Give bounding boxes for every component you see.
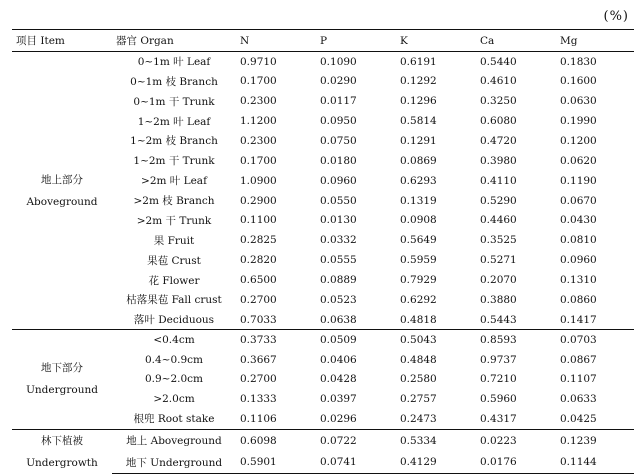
value-cell-n: 0.1100: [240, 214, 277, 227]
value-cell-p: 0.0550: [320, 194, 357, 207]
value-cell-ca: 0.4460: [480, 214, 517, 227]
value-cell-k: 0.0908: [400, 214, 437, 227]
col-header-k: K: [396, 30, 476, 52]
value-cell-p: 0.0509: [316, 330, 396, 350]
value-cell-mg: 0.1310: [560, 274, 597, 287]
value-cell-ca: 0.2070: [480, 274, 517, 287]
value-cell-k: 0.5814: [400, 115, 437, 128]
value-cell-mg: 0.1200: [560, 134, 597, 147]
value-cell-mg: 0.0430: [560, 214, 597, 227]
value-cell-ca: 0.4110: [480, 174, 517, 187]
value-cell-mg: 0.1830: [560, 55, 597, 68]
table-row: [12, 330, 634, 350]
col-header-p: P: [316, 30, 396, 52]
value-cell-k: 0.4818: [400, 313, 437, 326]
header-row: [12, 30, 634, 52]
value-cell-n: 0.9710: [240, 55, 277, 68]
value-cell-mg: 0.0425: [560, 412, 597, 425]
value-cell-ca: 0.4720: [480, 134, 517, 147]
value-cell-p: 0.0180: [320, 154, 357, 167]
group-label-en: Aboveground: [26, 195, 98, 208]
value-cell-n: 0.6098: [236, 429, 316, 451]
organ-cell: 0~1m 干 Trunk: [133, 95, 215, 108]
value-cell-p: 0.0397: [320, 393, 357, 406]
group-label-cn: 地上部分: [41, 173, 83, 186]
table-row: [12, 429, 634, 451]
nutrient-table: [12, 29, 634, 474]
value-cell-mg: 0.0867: [560, 353, 597, 366]
value-cell-ca: 0.6080: [480, 115, 517, 128]
table-group: [12, 52, 634, 330]
value-cell-ca: 0.4610: [480, 75, 517, 88]
value-cell-k: 0.6293: [400, 174, 437, 187]
value-cell-n: 0.2820: [240, 254, 277, 267]
value-cell-n: 0.5901: [236, 451, 316, 473]
value-cell-k: 0.1296: [400, 95, 437, 108]
value-cell-n: 1.1200: [240, 115, 277, 128]
value-cell-ca: 0.8593: [476, 330, 556, 350]
organ-cell: 0~1m 枝 Branch: [130, 75, 218, 88]
value-cell-p: 0.0889: [320, 274, 357, 287]
value-cell-mg: 0.0633: [560, 393, 597, 406]
value-cell-mg: 0.0960: [560, 254, 597, 267]
value-cell-n: 1.0900: [240, 174, 277, 187]
value-cell-k: 0.0869: [400, 154, 437, 167]
organ-cell: 0.9~2.0cm: [144, 373, 204, 386]
col-header-organ: 器官 Organ: [112, 30, 236, 52]
organ-cell: >2m 枝 Branch: [133, 195, 215, 208]
value-cell-ca: 0.5960: [480, 393, 517, 406]
value-cell-p: 0.0117: [320, 95, 357, 108]
value-cell-mg: 0.1107: [560, 373, 597, 386]
group-label-cn: 地下部分: [41, 362, 83, 375]
value-cell-k: 0.2473: [400, 412, 437, 425]
organ-cell: 1~2m 干 Trunk: [133, 155, 215, 168]
value-cell-ca: 0.5440: [480, 55, 517, 68]
table-row: [12, 52, 634, 72]
table-group: [12, 429, 634, 474]
organ-cell: 果 Fruit: [153, 234, 195, 247]
col-header-item: 项目 Item: [12, 30, 112, 52]
col-header-ca: Ca: [476, 30, 556, 52]
value-cell-k: 0.4848: [400, 353, 437, 366]
organ-cell: 根兜 Root stake: [133, 413, 215, 426]
organ-cell: 1~2m 叶 Leaf: [137, 115, 211, 128]
value-cell-p: 0.0428: [320, 373, 357, 386]
group-label: [12, 429, 112, 474]
value-cell-n: 0.1700: [240, 154, 277, 167]
group-label: [12, 52, 112, 330]
value-cell-ca: 0.5290: [480, 194, 517, 207]
value-cell-mg: 0.1144: [556, 451, 634, 473]
value-cell-ca: 0.5271: [480, 254, 517, 267]
group-label-en: Undergrowth: [26, 456, 98, 469]
value-cell-mg: 0.1600: [560, 75, 597, 88]
value-cell-n: 0.3733: [236, 330, 316, 350]
value-cell-n: 0.1106: [240, 412, 277, 425]
value-cell-k: 0.2757: [400, 393, 437, 406]
value-cell-ca: 0.3980: [480, 154, 517, 167]
value-cell-mg: 0.0630: [560, 95, 597, 108]
value-cell-p: 0.0638: [320, 313, 357, 326]
value-cell-n: 0.7033: [240, 313, 277, 326]
unit-label: (%): [603, 9, 629, 24]
value-cell-ca: 0.4317: [480, 412, 517, 425]
value-cell-mg: 0.0860: [560, 293, 597, 306]
organ-cell: 花 Flower: [148, 274, 200, 287]
value-cell-ca: 0.5443: [480, 313, 517, 326]
value-cell-p: 0.0296: [320, 412, 357, 425]
value-cell-k: 0.1292: [400, 75, 437, 88]
value-cell-n: 0.1700: [240, 75, 277, 88]
value-cell-ca: 0.3880: [480, 293, 517, 306]
table-group: [12, 330, 634, 429]
value-cell-mg: 0.1990: [560, 115, 597, 128]
value-cell-ca: 0.0223: [476, 429, 556, 451]
value-cell-mg: 0.0620: [560, 154, 597, 167]
value-cell-k: 0.6191: [400, 55, 437, 68]
organ-cell: 1~2m 枝 Branch: [130, 135, 218, 148]
value-cell-p: 0.0523: [320, 293, 357, 306]
value-cell-p: 0.0332: [320, 234, 357, 247]
organ-cell: >2.0cm: [153, 393, 195, 406]
organ-cell: 果苞 Crust: [147, 254, 201, 267]
value-cell-n: 0.2900: [240, 194, 277, 207]
value-cell-k: 0.2580: [400, 373, 437, 386]
value-cell-k: 0.5043: [396, 330, 476, 350]
value-cell-p: 0.0960: [320, 174, 357, 187]
value-cell-n: 0.2700: [240, 293, 277, 306]
value-cell-k: 0.5649: [400, 234, 437, 247]
organ-cell: 0.4~0.9cm: [144, 353, 204, 366]
value-cell-mg: 0.1417: [560, 313, 597, 326]
organ-cell: >2m 干 Trunk: [136, 214, 212, 227]
value-cell-mg: 0.0810: [560, 234, 597, 247]
value-cell-k: 0.1319: [400, 194, 437, 207]
value-cell-n: 0.3667: [240, 353, 277, 366]
value-cell-p: 0.0406: [320, 353, 357, 366]
value-cell-n: 0.1333: [240, 393, 277, 406]
group-label-cn: 林下植被: [41, 434, 83, 447]
value-cell-n: 0.6500: [240, 274, 277, 287]
value-cell-mg: 0.1190: [560, 174, 597, 187]
value-cell-mg: 0.0670: [560, 194, 597, 207]
value-cell-p: 0.0555: [320, 254, 357, 267]
value-cell-p: 0.0130: [320, 214, 357, 227]
value-cell-p: 0.1090: [320, 55, 357, 68]
organ-cell: 落叶 Deciduous: [133, 314, 215, 327]
organ-cell: 枯落果苞 Fall crust: [126, 294, 222, 307]
value-cell-k: 0.5334: [396, 429, 476, 451]
value-cell-k: 0.1291: [400, 134, 437, 147]
value-cell-mg: 0.0703: [556, 330, 634, 350]
group-label-en: Underground: [26, 384, 98, 397]
value-cell-ca: 0.3525: [480, 234, 517, 247]
value-cell-n: 0.2300: [240, 134, 277, 147]
value-cell-mg: 0.1239: [556, 429, 634, 451]
value-cell-ca: 0.7210: [480, 373, 517, 386]
col-header-mg: Mg: [556, 30, 634, 52]
value-cell-k: 0.6292: [400, 293, 437, 306]
group-label: [12, 330, 112, 429]
value-cell-ca: 0.9737: [480, 353, 517, 366]
col-header-n: N: [236, 30, 316, 52]
organ-cell: 地上 Aboveground: [112, 429, 236, 451]
value-cell-p: 0.0290: [320, 75, 357, 88]
value-cell-p: 0.0750: [320, 134, 357, 147]
value-cell-p: 0.0741: [316, 451, 396, 473]
value-cell-ca: 0.3250: [480, 95, 517, 108]
value-cell-k: 0.4129: [396, 451, 476, 473]
value-cell-k: 0.7929: [400, 274, 437, 287]
value-cell-ca: 0.0176: [476, 451, 556, 473]
value-cell-n: 0.2300: [240, 95, 277, 108]
organ-cell: 地下 Underground: [112, 451, 236, 473]
value-cell-n: 0.2825: [240, 234, 277, 247]
organ-cell: >2m 叶 Leaf: [141, 175, 207, 188]
organ-cell: <0.4cm: [112, 330, 236, 350]
value-cell-n: 0.2700: [240, 373, 277, 386]
organ-cell: 0~1m 叶 Leaf: [137, 56, 211, 69]
value-cell-p: 0.0722: [316, 429, 396, 451]
value-cell-p: 0.0950: [320, 115, 357, 128]
value-cell-k: 0.5959: [400, 254, 437, 267]
